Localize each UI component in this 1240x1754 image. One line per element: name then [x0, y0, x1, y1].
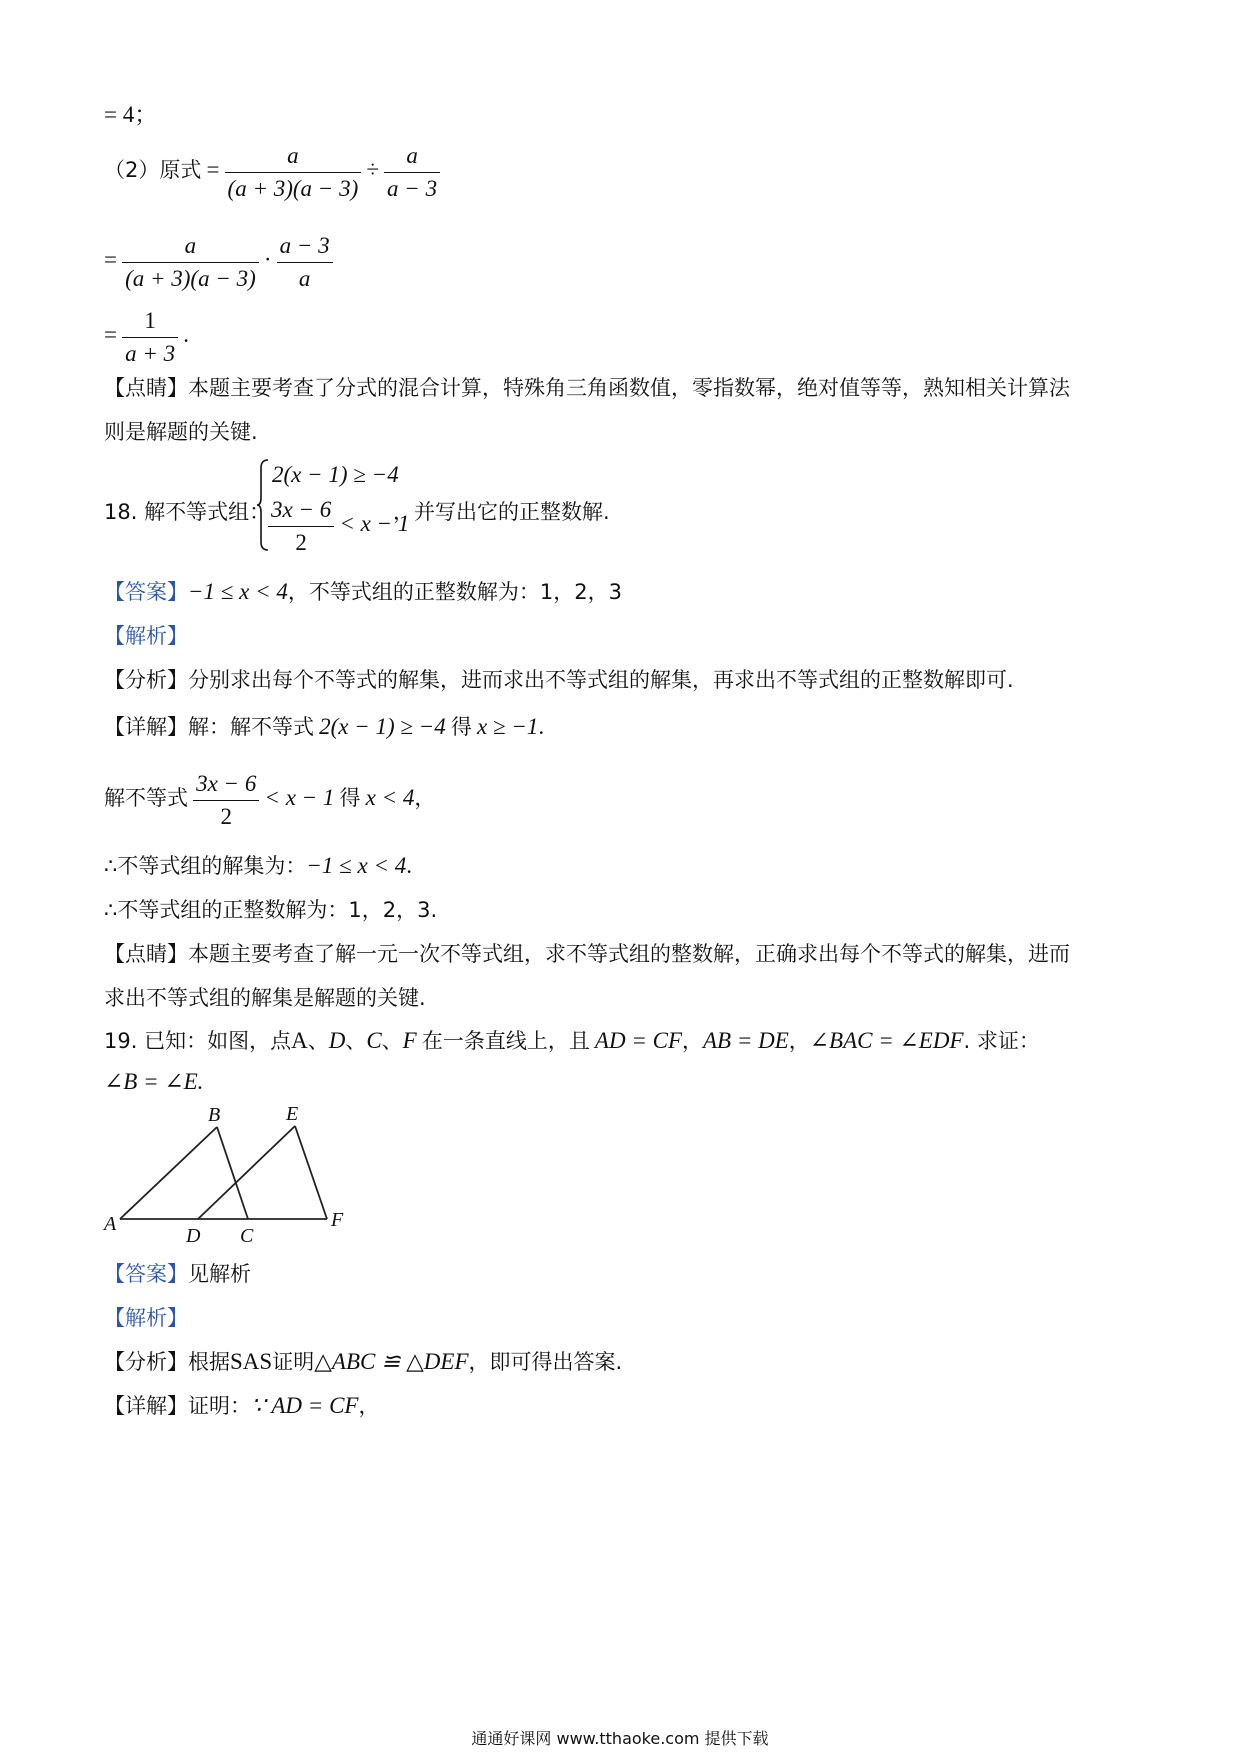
equals-sign: =: [104, 322, 117, 347]
xiangjie-label: 【详解】解：解不等式: [104, 715, 314, 739]
q18-suffix: ，并写出它的正整数解.: [393, 500, 610, 524]
numerator: 1: [122, 305, 178, 338]
label-c: C: [240, 1225, 254, 1247]
part2-label: （2）原式: [104, 158, 202, 182]
condition: AB = DE: [703, 1028, 789, 1053]
q18-inequality-2: [268, 494, 409, 559]
fraction: [122, 305, 178, 370]
label-e: E: [286, 1103, 299, 1125]
denominator: 2: [295, 530, 307, 555]
xiangjie-result: x ≥ −1: [476, 714, 539, 739]
note-line: 【点睛】本题主要考查了分式的混合计算，特殊角三角函数值，零指数幂，绝对值等等，熟知相关计算法: [104, 376, 1070, 400]
q18-dianjing-line: 【点睛】本题主要考查了解一元一次不等式组，求不等式组的整数解，正确求出每个不等式的解集，进而: [104, 942, 1070, 966]
comma: ，: [788, 1029, 810, 1053]
label-b: B: [208, 1104, 221, 1126]
fraction: [122, 230, 259, 295]
inequality-text: 2(x − 1) ≥ −4: [272, 462, 399, 487]
q18-xiangjie: [104, 711, 544, 741]
denominator: a − 3: [387, 176, 438, 201]
fraction: [384, 140, 440, 205]
q18-prefix: 18. 解不等式组：: [104, 500, 271, 524]
label-d: D: [186, 1225, 201, 1247]
page-footer: 通通好课网 www.tthaoke.com 提供下载: [471, 1729, 769, 1748]
period: .: [183, 322, 189, 347]
sas-text: SAS: [230, 1349, 273, 1374]
geometry-figure: [100, 1102, 360, 1247]
condition: AD = CF: [594, 1028, 682, 1053]
q18-conclusion-1: [104, 850, 412, 880]
denominator: a + 3: [125, 341, 176, 366]
de-text: 得: [339, 786, 361, 810]
label-f: F: [331, 1209, 344, 1231]
fenxi-label: 【分析】根据: [104, 1350, 230, 1374]
separator: 、: [307, 1029, 329, 1053]
fenxi-end: ，即可得出答案.: [468, 1350, 623, 1374]
denominator: 2: [220, 804, 232, 829]
conclusion-math: −1 ≤ x < 4: [306, 853, 407, 878]
denominator: (a + 3)(a − 3): [227, 176, 359, 201]
point-label: F: [402, 1028, 417, 1053]
q18-conclusion-2: ∴不等式组的正整数解为：1，2，3.: [104, 898, 438, 922]
q19-goal: ∠B = ∠E.: [104, 1069, 204, 1094]
equals-sign: =: [104, 247, 117, 272]
q19-statement: [104, 1025, 1040, 1055]
result-line: = 4；: [104, 102, 158, 127]
numerator: a: [122, 230, 259, 263]
q19-analysis-tag: 【解析】: [104, 1306, 188, 1330]
de-text: 得: [450, 715, 472, 739]
xiangjie-math: ∵ AD = CF: [251, 1393, 359, 1418]
answer-tag: 【答案】: [104, 580, 188, 604]
inequality-rhs: < x − 1: [339, 511, 410, 536]
numerator: a − 3: [277, 230, 333, 263]
q18-fenxi: 【分析】分别求出每个不等式的解集，进而求出不等式组的解集，再求出不等式组的正整数解即可.: [104, 668, 1014, 692]
fenxi-mid: 证明: [272, 1350, 315, 1374]
q19-answer: [104, 1258, 251, 1288]
step2-result: x < 4: [365, 785, 415, 810]
fraction: [268, 494, 334, 559]
separator: 、: [345, 1029, 367, 1053]
q18-inequality-1: [272, 462, 399, 488]
point-label: A: [291, 1028, 308, 1053]
period: .: [406, 853, 412, 878]
answer-text: 见解析: [188, 1262, 251, 1286]
equals-sign: =: [206, 157, 220, 182]
fraction: [277, 230, 333, 295]
denominator: (a + 3)(a − 3): [125, 266, 256, 291]
q18-analysis-tag: 【解析】: [104, 624, 188, 648]
numerator: a: [384, 140, 440, 173]
divide-sign: ÷: [366, 157, 379, 182]
step2-rhs: < x − 1: [264, 785, 335, 810]
denominator: a: [298, 266, 311, 291]
q18-answer: [104, 576, 622, 606]
triangles-diagram: [100, 1102, 360, 1247]
period: .: [538, 714, 545, 739]
numerator: 3x − 6: [268, 494, 334, 527]
xiangjie-math: 2(x − 1) ≥ −4: [319, 714, 446, 739]
prove-text: . 求证：: [963, 1029, 1040, 1053]
answer-tag: 【答案】: [104, 1262, 188, 1286]
point-label: C: [366, 1028, 382, 1053]
comma: ，: [414, 786, 436, 810]
xiangjie-label: 【详解】证明：: [104, 1394, 251, 1418]
step-line: [104, 230, 333, 295]
label-a: A: [104, 1213, 117, 1235]
q19-mid: 在一条直线上，且: [421, 1029, 590, 1053]
final-line: [104, 305, 189, 370]
comma: ，: [358, 1394, 380, 1418]
condition: ∠BAC = ∠EDF: [809, 1028, 964, 1053]
q18-dianjing-line: 求出不等式组的解集是解题的关键.: [104, 986, 426, 1010]
congruence-math: △ABC ≌ △DEF: [314, 1349, 469, 1374]
fraction: [193, 768, 259, 833]
note-line: 则是解题的关键.: [104, 420, 258, 444]
answer-text: ，不等式组的正整数解为：1，2，3: [287, 580, 622, 604]
point-label: D: [328, 1028, 346, 1053]
answer-math: −1 ≤ x < 4: [188, 579, 288, 604]
comma: ，: [682, 1029, 703, 1053]
separator: 、: [381, 1029, 403, 1053]
q19-fenxi: [104, 1346, 622, 1376]
step2-label: 解不等式: [104, 786, 188, 810]
times-dot: ·: [263, 247, 272, 272]
numerator: a: [225, 140, 362, 173]
fraction: [225, 140, 362, 205]
q19-prefix: 19. 已知：如图，点: [104, 1029, 292, 1053]
part2-line: [104, 140, 440, 205]
q19-xiangjie: [104, 1390, 379, 1420]
q18-step2: [104, 768, 435, 833]
conclusion-label: ∴不等式组的解集为：: [104, 854, 307, 878]
numerator: 3x − 6: [193, 768, 259, 801]
